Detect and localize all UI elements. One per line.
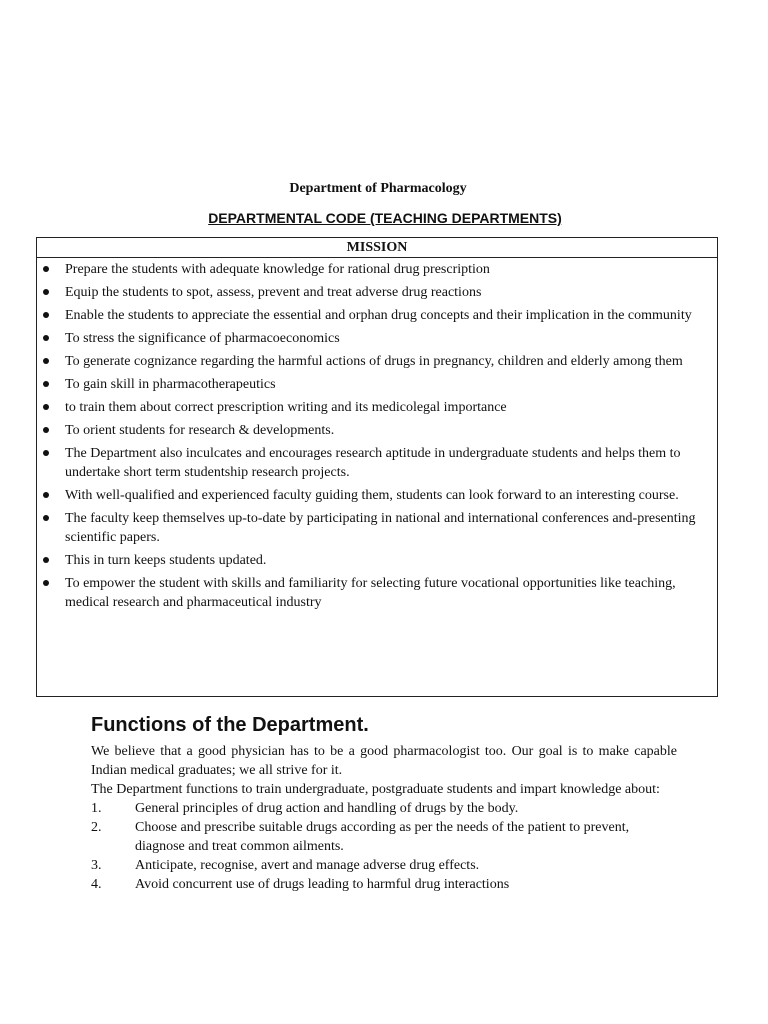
list-item-text: Anticipate, recognise, avert and manage adverse drug effects. <box>135 858 480 873</box>
mission-heading: MISSION <box>37 238 717 258</box>
bullet-icon <box>43 404 49 410</box>
mission-item <box>37 352 711 371</box>
mission-item <box>37 444 711 482</box>
bullet-icon <box>43 266 49 272</box>
mission-item-text: To empower the student with skills and familiarity for selecting future vocational opportunities like teaching, medical research and pharmaceutical industry <box>65 576 676 610</box>
mission-item-text: The faculty keep themselves up-to-date by participating in national and international conferences and-presenting scientific papers. <box>65 511 696 545</box>
bullet-icon <box>43 335 49 341</box>
functions-intro: We believe that a good physician has to be a good pharmacologist too. Our goal is to make capable Indian medical graduates; we all strive for it. <box>91 744 677 778</box>
functions-section <box>91 712 677 894</box>
departmental-code-title: DEPARTMENTAL CODE (TEACHING DEPARTMENTS) <box>208 210 562 226</box>
list-number: 2. <box>91 820 102 835</box>
bullet-icon <box>43 580 49 586</box>
list-item <box>91 875 677 894</box>
mission-item <box>37 260 711 279</box>
bullet-icon <box>43 381 49 387</box>
list-item <box>91 856 677 875</box>
mission-item-text: The Department also inculcates and encourages research aptitude in undergraduate students and helps them to undertake short term studentship research projects. <box>65 446 681 480</box>
bullet-icon <box>43 289 49 295</box>
functions-list <box>91 799 677 894</box>
mission-item <box>37 574 711 612</box>
mission-item <box>37 551 711 570</box>
mission-item <box>37 283 711 302</box>
mission-item <box>37 398 711 417</box>
mission-item-text: Equip the students to spot, assess, prevent and treat adverse drug reactions <box>65 285 482 300</box>
mission-item <box>37 421 711 440</box>
mission-item-text: Enable the students to appreciate the essential and orphan drug concepts and their implication in the community <box>65 308 692 323</box>
list-item <box>91 799 677 818</box>
bullet-icon <box>43 515 49 521</box>
department-title: Department of Pharmacology <box>289 181 467 196</box>
mission-item-text: To gain skill in pharmacotherapeutics <box>65 377 276 392</box>
list-item-text: General principles of drug action and handling of drugs by the body. <box>135 801 519 816</box>
bullet-icon <box>43 427 49 433</box>
list-number: 3. <box>91 858 102 873</box>
mission-list <box>37 258 717 612</box>
mission-item-text: To stress the significance of pharmacoeconomics <box>65 331 340 346</box>
bullet-icon <box>43 358 49 364</box>
mission-item-text: To generate cognizance regarding the harmful actions of drugs in pregnancy, children and elderly among them <box>65 354 683 369</box>
mission-item <box>37 375 711 394</box>
bullet-icon <box>43 492 49 498</box>
mission-item-text: to train them about correct prescription writing and its medicolegal importance <box>65 400 507 415</box>
bullet-icon <box>43 450 49 456</box>
list-number: 4. <box>91 877 102 892</box>
bullet-icon <box>43 557 49 563</box>
mission-item <box>37 486 711 505</box>
functions-heading: Functions of the Department. <box>91 714 369 736</box>
list-number: 1. <box>91 801 102 816</box>
mission-item-text: To orient students for research & developments. <box>65 423 335 438</box>
mission-item-text: Prepare the students with adequate knowledge for rational drug prescription <box>65 262 490 277</box>
mission-item <box>37 306 711 325</box>
list-item-text: Choose and prescribe suitable drugs according as per the needs of the patient to prevent, diagnose and treat common ailments. <box>135 820 630 854</box>
list-item <box>91 818 677 856</box>
mission-table <box>36 237 718 697</box>
mission-item <box>37 509 711 547</box>
bullet-icon <box>43 312 49 318</box>
functions-description: The Department functions to train undergraduate, postgraduate students and impart knowledge about: <box>91 782 660 797</box>
mission-item <box>37 329 711 348</box>
mission-item-text: This in turn keeps students updated. <box>65 553 267 568</box>
list-item-text: Avoid concurrent use of drugs leading to harmful drug interactions <box>135 877 510 892</box>
mission-item-text: With well-qualified and experienced faculty guiding them, students can look forward to an interesting course. <box>65 488 679 503</box>
